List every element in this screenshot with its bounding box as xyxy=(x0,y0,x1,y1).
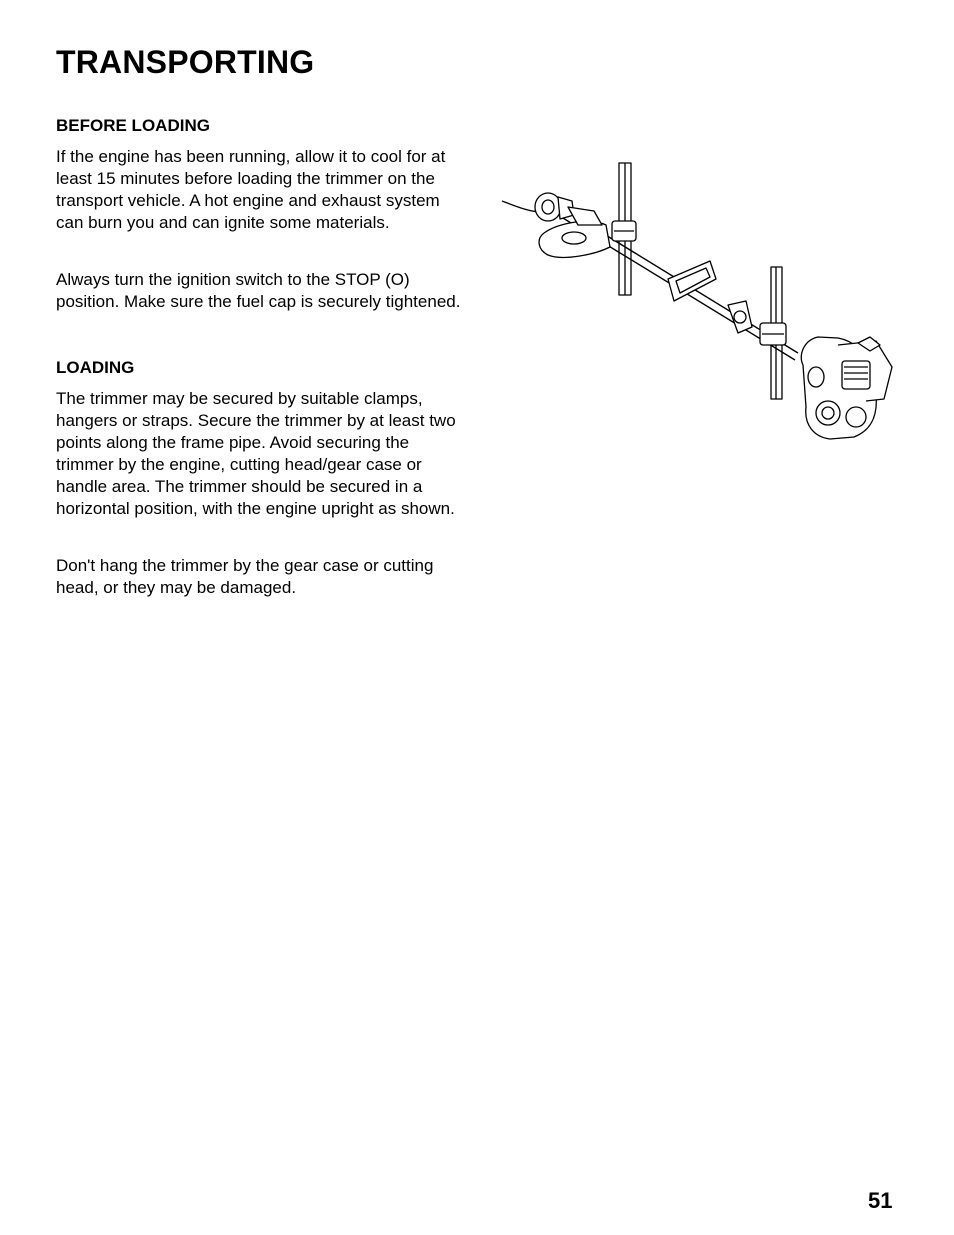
paragraph-hanging-warning: Don't hang the trimmer by the gear case or cutting head, or they may be damaged. xyxy=(56,556,434,597)
trimmer-transport-illustration xyxy=(498,155,898,445)
paragraph-cooling: If the engine has been running, allow it to cool for at least 15 minutes before loading the trimmer on the transport vehicle. A hot engine and exhaust system can burn you and can ignite some materials. xyxy=(56,147,446,232)
engine xyxy=(801,337,892,439)
section-heading-loading: LOADING xyxy=(56,358,135,377)
loop-handle xyxy=(668,261,716,301)
throttle-grip xyxy=(728,301,752,333)
page-title: TRANSPORTING xyxy=(56,44,315,80)
right-clamp xyxy=(760,323,786,345)
paragraph-securing: The trimmer may be secured by suitable clamps, hangers or straps. Secure the trimmer by at least two points along the frame pipe. Avoid securing the trimmer by the engine, cutting head/gear case or handle area. The trimmer should be secured in a horizontal position, with the engine upright as shown. xyxy=(56,389,456,518)
page-number: 51 xyxy=(868,1188,893,1213)
section-heading-before-loading: BEFORE LOADING xyxy=(56,116,210,135)
paragraph-ignition: Always turn the ignition switch to the STOP (O) position. Make sure the fuel cap is securely tightened. xyxy=(56,270,461,311)
left-clamp xyxy=(612,221,636,241)
